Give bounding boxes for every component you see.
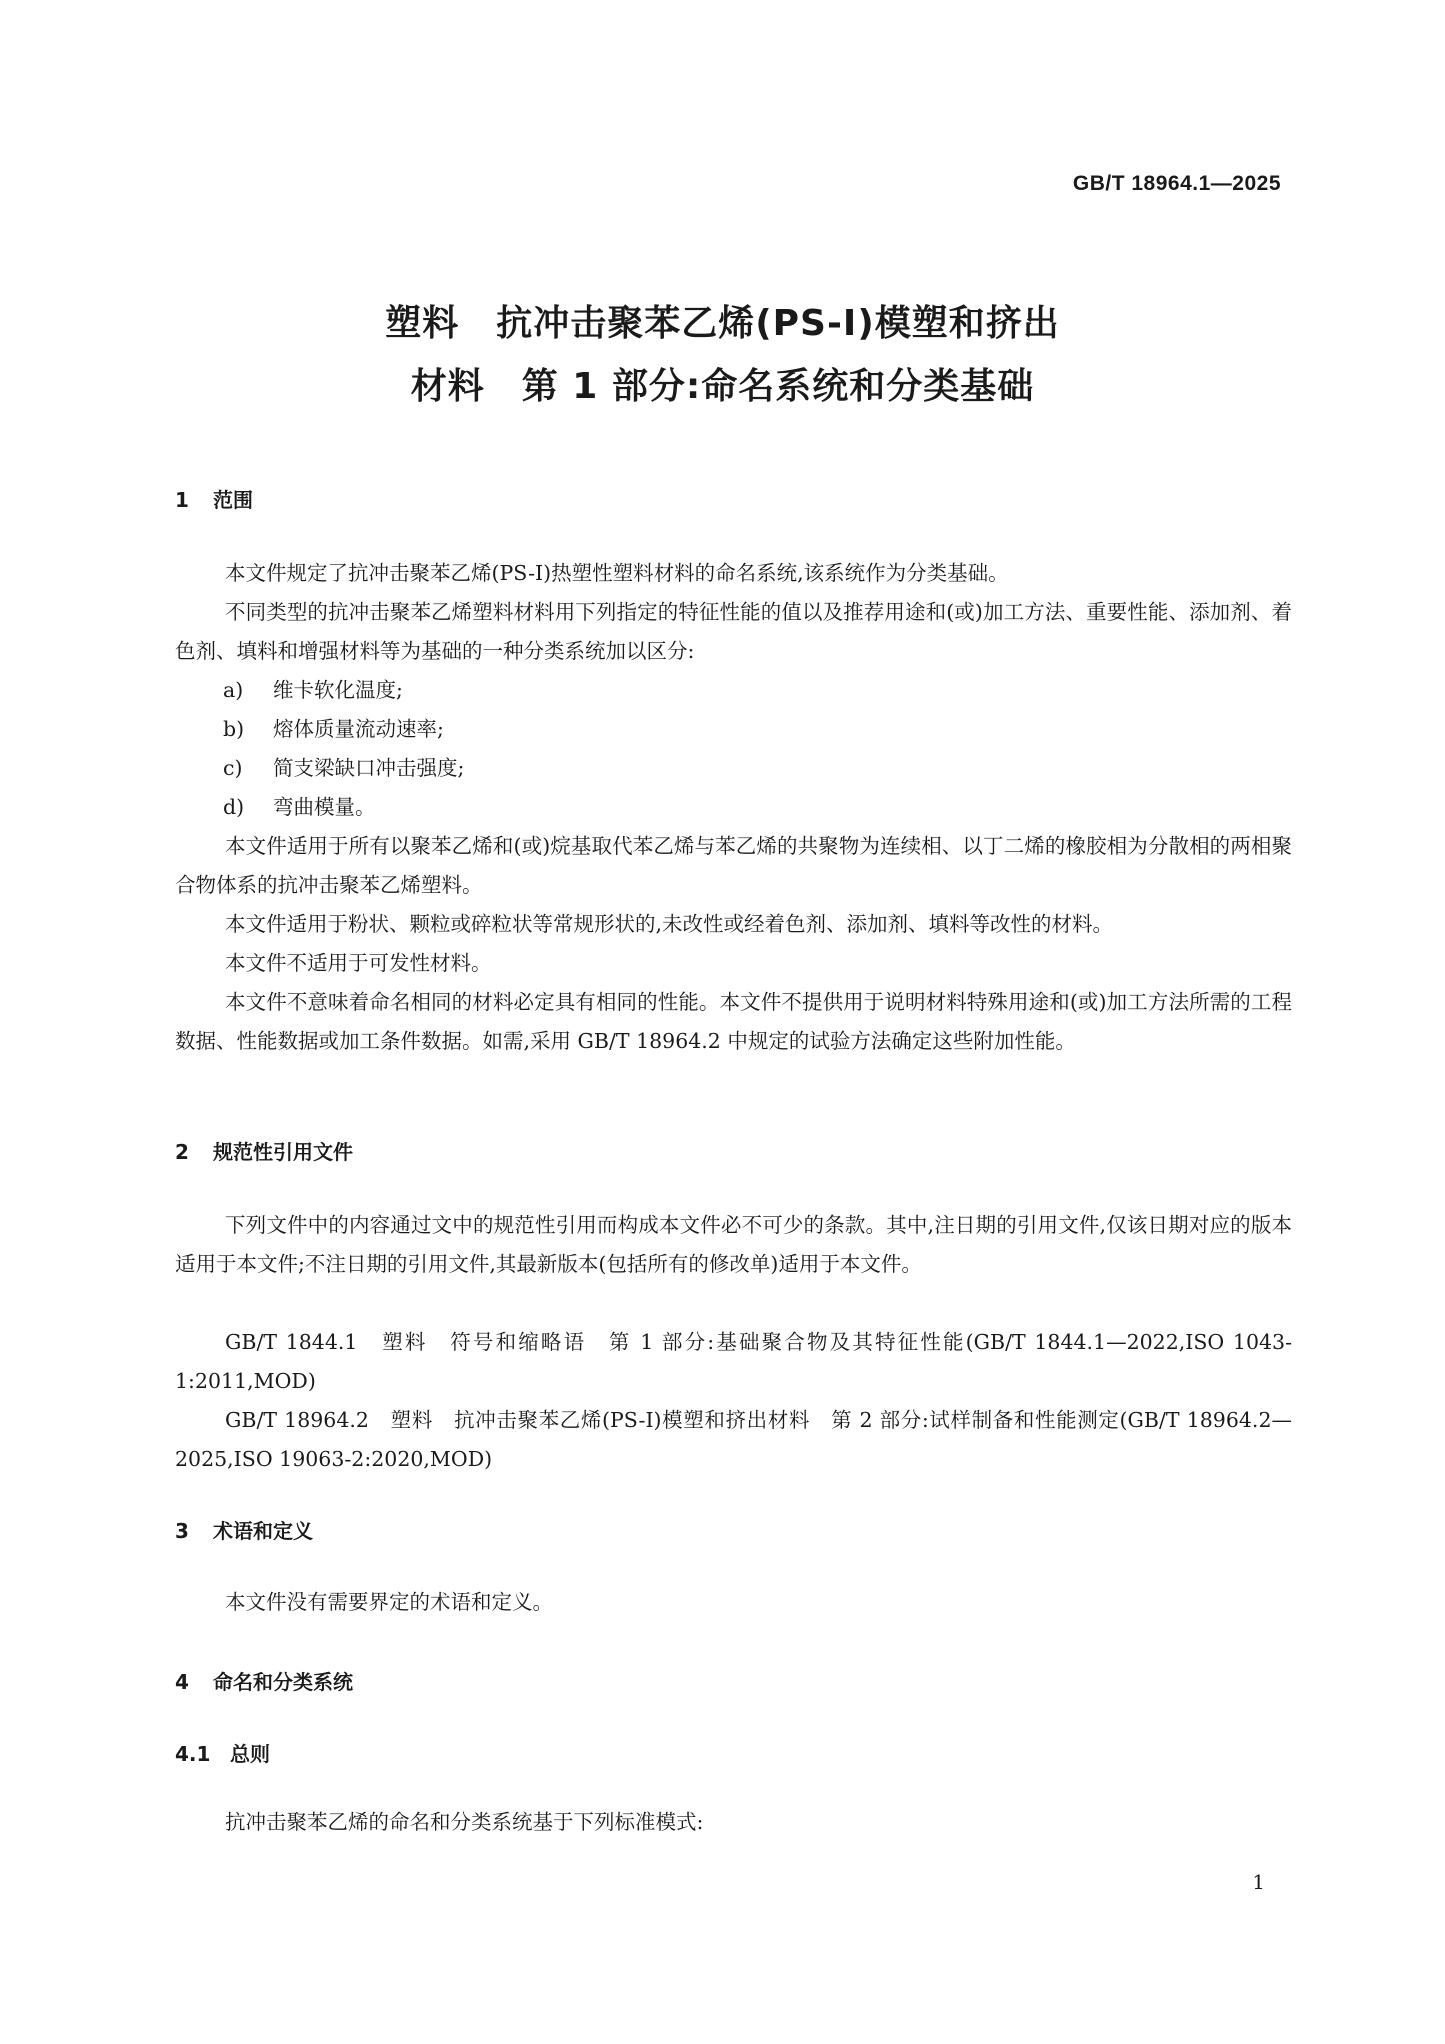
list-item-label: d) <box>223 795 245 819</box>
section-title: 术语和定义 <box>213 1519 313 1543</box>
normative-reference-2: GB/T 18964.2 塑料 抗冲击聚苯乙烯(PS-I)模塑和挤出材料 第 2 部分:试样制备和性能测定(GB/T 18964.2—2025,ISO 19063-2:2020,MOD) <box>175 1408 1292 1471</box>
section-number: 3 <box>175 1519 189 1543</box>
list-item-text: 简支梁缺口冲击强度; <box>273 756 465 780</box>
list-item-text: 维卡软化温度; <box>273 678 403 702</box>
list-item-text: 弯曲模量。 <box>273 795 376 819</box>
section-title: 命名和分类系统 <box>213 1670 353 1694</box>
section-title: 规范性引用文件 <box>213 1140 353 1164</box>
normative-paragraph-1: 下列文件中的内容通过文中的规范性引用而构成本文件必不可少的条款。其中,注日期的引用文件,仅该日期对应的版本适用于本文件;不注日期的引用文件,其最新版本(包括所有的修改单)适用于本文件。 <box>175 1213 1292 1276</box>
list-item-label: a) <box>223 678 244 702</box>
section-number: 4 <box>175 1670 189 1694</box>
list-item-label: b) <box>223 717 245 741</box>
scope-paragraph-2: 不同类型的抗冲击聚苯乙烯塑料材料用下列指定的特征性能的值以及推荐用途和(或)加工方法、重要性能、添加剂、着色剂、填料和增强材料等为基础的一种分类系统加以区分: <box>175 600 1292 663</box>
terms-paragraph: 本文件没有需要界定的术语和定义。 <box>225 1590 553 1614</box>
section-number: 2 <box>175 1140 189 1164</box>
section-heading-3 <box>175 1515 313 1544</box>
standard-number: GB/T 18964.1—2025 <box>1072 172 1281 195</box>
section-heading-1 <box>175 484 253 513</box>
section-heading-4-1 <box>175 1738 270 1767</box>
scope-paragraph-4: 本文件适用于粉状、颗粒或碎粒状等常规形状的,未改性或经着色剂、添加剂、填料等改性的材料。 <box>225 912 1114 936</box>
section-heading-4 <box>175 1666 353 1695</box>
section-title: 范围 <box>213 488 253 512</box>
page-number: 1 <box>1252 1870 1265 1894</box>
list-item <box>223 710 444 749</box>
list-item <box>223 671 403 710</box>
section-heading-2 <box>175 1136 353 1165</box>
section-title: 总则 <box>230 1742 270 1766</box>
title-line-2: 材料 第 1 部分:命名系统和分类基础 <box>410 366 1035 407</box>
list-item <box>223 749 464 788</box>
scope-paragraph-1: 本文件规定了抗冲击聚苯乙烯(PS-I)热塑性塑料材料的命名系统,该系统作为分类基础。 <box>225 561 1009 585</box>
general-paragraph: 抗冲击聚苯乙烯的命名和分类系统基于下列标准模式: <box>225 1810 704 1834</box>
scope-paragraph-5: 本文件不适用于可发性材料。 <box>225 951 492 975</box>
list-item <box>223 788 376 827</box>
document-title <box>160 292 1285 418</box>
normative-reference-1: GB/T 1844.1 塑料 符号和缩略语 第 1 部分:基础聚合物及其特征性能(GB/T 1844.1—2022,ISO 1043-1:2011,MOD) <box>175 1330 1292 1393</box>
list-item-label: c) <box>223 756 243 780</box>
scope-paragraph-6: 本文件不意味着命名相同的材料必定具有相同的性能。本文件不提供用于说明材料特殊用途和(或)加工方法所需的工程数据、性能数据或加工条件数据。如需,采用 GB/T 18964.2 中规定的试验方法确定这些附加性能。 <box>175 990 1292 1053</box>
list-item-text: 熔体质量流动速率; <box>273 717 444 741</box>
section-number: 1 <box>175 488 189 512</box>
title-line-1: 塑料 抗冲击聚苯乙烯(PS-I)模塑和挤出 <box>385 303 1060 344</box>
scope-paragraph-3: 本文件适用于所有以聚苯乙烯和(或)烷基取代苯乙烯与苯乙烯的共聚物为连续相、以丁二烯的橡胶相为分散相的两相聚合物体系的抗冲击聚苯乙烯塑料。 <box>175 834 1292 897</box>
section-number: 4.1 <box>175 1742 211 1766</box>
